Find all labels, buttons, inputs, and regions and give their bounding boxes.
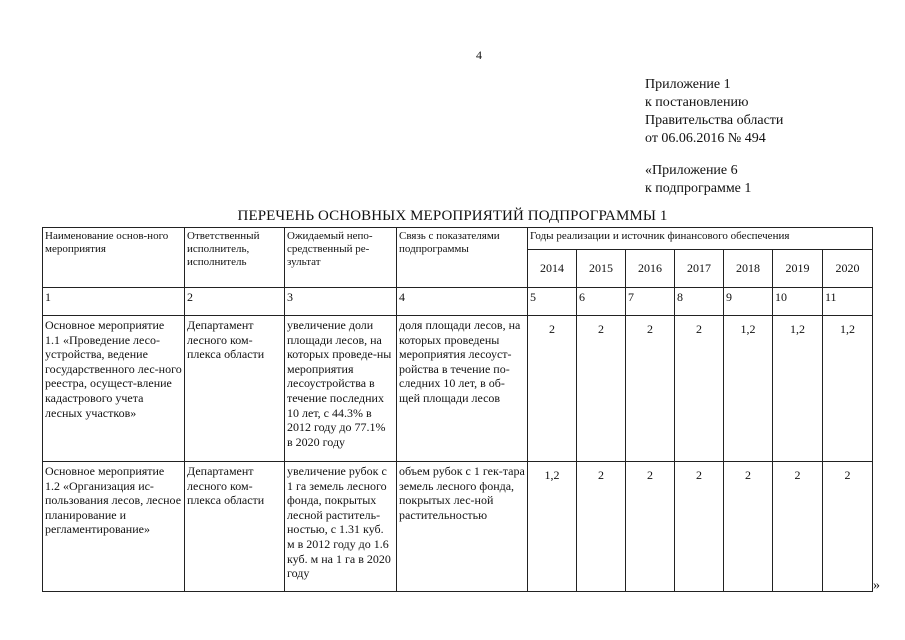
- column-number: 5: [528, 288, 577, 316]
- document-title: ПЕРЕЧЕНЬ ОСНОВНЫХ МЕРОПРИЯТИЙ ПОДПРОГРАММЫ 1: [237, 208, 668, 224]
- activity-expected-result: увеличение доли площади лесов, на которых проведе-ны мероприятия лесоустройства в течение последних 10 лет, с 44.3% в 2012 году до 77.1% в 2020 году: [285, 316, 397, 462]
- column-number: 8: [675, 288, 724, 316]
- header-responsible: Ответственный исполнитель, исполнитель: [185, 228, 285, 288]
- appendix-line: к постановлению: [645, 95, 749, 110]
- header-year: 2015: [577, 250, 626, 288]
- column-number: 7: [626, 288, 675, 316]
- activity-name: Основное мероприятие 1.2 «Организация ис-пользования лесов, лесное планирование и регламентирование»: [43, 462, 185, 592]
- year-value: 2: [675, 462, 724, 592]
- year-value: 2: [577, 316, 626, 462]
- header-year: 2014: [528, 250, 577, 288]
- page-number: 4: [476, 48, 482, 62]
- header-year: 2017: [675, 250, 724, 288]
- header-name: Наименование основ-ного мероприятия: [43, 228, 185, 288]
- header-expected-result: Ожидаемый непо-средственный ре-зультат: [285, 228, 397, 288]
- header-year: 2018: [724, 250, 773, 288]
- column-number: 3: [285, 288, 397, 316]
- column-number: 10: [773, 288, 823, 316]
- header-year: 2020: [823, 250, 873, 288]
- year-value: 1,2: [528, 462, 577, 592]
- appendix-line: к подпрограмме 1: [645, 181, 752, 196]
- year-value: 1,2: [823, 316, 873, 462]
- year-value: 2: [626, 462, 675, 592]
- year-value: 2: [626, 316, 675, 462]
- year-value: 2: [773, 462, 823, 592]
- appendix-gap: [645, 148, 783, 162]
- activity-indicator-link: доля площади лесов, на которых проведены мероприятия лесоуст-ройства в течение по-следних 10 лет, в об-щей площади лесов: [397, 316, 528, 462]
- header-year: 2016: [626, 250, 675, 288]
- year-value: 1,2: [724, 316, 773, 462]
- appendix-line: Приложение 1: [645, 77, 731, 92]
- year-value: 2: [724, 462, 773, 592]
- activity-responsible: Департамент лесного ком-плекса области: [185, 462, 285, 592]
- appendix-line: от 06.06.2016 № 494: [645, 131, 766, 146]
- header-indicator-link: Связь с показателями подпрограммы: [397, 228, 528, 288]
- activity-expected-result: увеличение рубок с 1 га земель лесного фонда, покрытых лесной раститель-ностью, с 1.31 куб. м в 2012 году до 1.6 куб. м на 1 га в 2020 году: [285, 462, 397, 592]
- column-number: 2: [185, 288, 285, 316]
- year-value: 1,2: [773, 316, 823, 462]
- activities-table: [42, 227, 873, 592]
- year-value: 2: [577, 462, 626, 592]
- column-number: 11: [823, 288, 873, 316]
- year-value: 2: [528, 316, 577, 462]
- appendix-line: Правительства области: [645, 113, 784, 128]
- activity-indicator-link: объем рубок с 1 гек-тара земель лесного фонда, покрытых лес-ной растительностью: [397, 462, 528, 592]
- appendix-block: [645, 76, 783, 198]
- year-value: 2: [823, 462, 873, 592]
- table-row: [43, 316, 873, 462]
- column-number: 9: [724, 288, 773, 316]
- column-number: 1: [43, 288, 185, 316]
- table-row: [43, 462, 873, 592]
- appendix-line: «Приложение 6: [645, 163, 738, 178]
- header-years-group: Годы реализации и источник финансового обеспечения: [528, 228, 873, 250]
- column-number: 4: [397, 288, 528, 316]
- closing-quote: »: [873, 578, 880, 593]
- activity-responsible: Департамент лесного ком-плекса области: [185, 316, 285, 462]
- year-value: 2: [675, 316, 724, 462]
- column-number: 6: [577, 288, 626, 316]
- activity-name: Основное мероприятие 1.1 «Проведение лесо-устройства, ведение государственного лес-ного реестра, осущест-вление кадастрового учета лесных участков»: [43, 316, 185, 462]
- header-year: 2019: [773, 250, 823, 288]
